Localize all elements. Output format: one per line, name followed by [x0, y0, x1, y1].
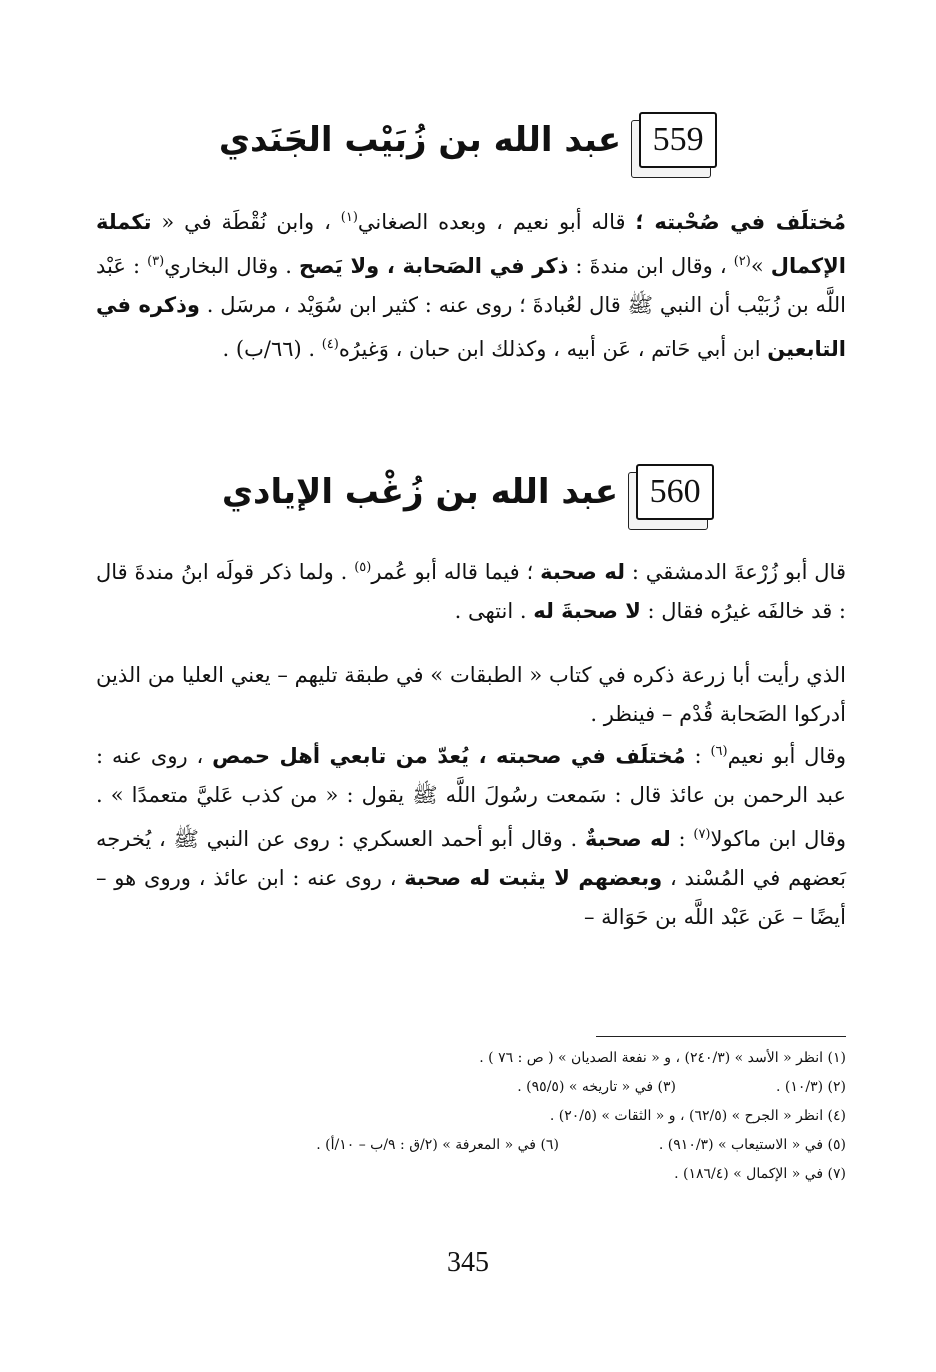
footnote-ref: (٣): [147, 254, 165, 269]
entry-paragraph: [96, 732, 846, 937]
text-run: قاله أبو نعيم ، وبعده الصغاني: [357, 210, 636, 234]
footnote-row: [96, 1160, 846, 1189]
footnote-row: [96, 1131, 846, 1160]
text-run: »: [750, 254, 771, 278]
entry-number-box: [636, 464, 714, 520]
footnote-row: [96, 1044, 846, 1073]
footnote: (١) انظر « الأسد » (٢٤٠/٣) ، و « نفعة الصديان » ( ص : ٧٦ ) .: [479, 1050, 846, 1066]
entry-paragraph: [96, 656, 846, 734]
bold-text: مُختلَف في صحبته ، يُعدّ من تابعي أهل حمص: [212, 744, 686, 768]
text-run: ، وقال ابن مندةَ :: [568, 254, 734, 278]
text-run: ؛ فيما قاله أبو عُمر: [371, 560, 541, 584]
footnotes: [96, 1044, 846, 1189]
footnote: (٧) في « الإكمال » (١٨٦/٤) .: [674, 1166, 846, 1182]
footnote: (٢) (١٠/٣) .: [775, 1079, 846, 1095]
footnote: (٤) انظر « الجرح » (٦٢/٥) ، و « الثقات » (٢٠/٥) .: [549, 1108, 846, 1124]
entry-heading-560: [0, 464, 936, 520]
bold-text: له صحبةٌ: [584, 827, 671, 851]
text-run: . وقال أبو أحمد العسكري : روى عن النبي ﷺ ، يُخرجه بَعضهم في المُسْند ،: [96, 827, 846, 890]
text-run: ابن أبي حَاتم ، عَن أبيه ، وكذلك ابن حبان ، وَغيرُه: [338, 337, 768, 361]
entry-paragraph: [96, 548, 846, 631]
page-number: 345: [447, 1247, 489, 1278]
entry-number-box: [639, 112, 717, 168]
text-run: . ولما ذكر قولَه ابنُ مندةَ قال : قد خالفَه غيرُه فقال :: [96, 560, 846, 623]
footnote-separator: [596, 1036, 846, 1037]
footnote-row: [96, 1073, 846, 1102]
bold-text: وذكره في التابعين: [96, 293, 846, 361]
footnote-ref: (١): [340, 210, 358, 225]
bold-text: مُختلَف في صُحْبته ؛: [635, 210, 846, 234]
bold-text: ذكر في الصَحابة ، ولا يَصح: [299, 254, 569, 278]
footnote: (٦) في « المعرفة » (٢/ق : ٩/ب – ١٠/أ) .: [316, 1137, 559, 1153]
entry-title: عبد الله بن زُبَيْب الجَنَدي: [218, 120, 622, 160]
text-run: :: [685, 744, 711, 768]
text-run: :: [670, 827, 694, 851]
footnote-ref: (٢): [733, 254, 751, 269]
text-run: ، روى عنه : عبد الرحمن بن عائذ قال : سَمعت رسُولَ اللَّه ﷺ يقول : « من كذب عَليَّ متعمدًا » . وقال ابن ماكولا: [96, 744, 846, 851]
text-run: ، روى عنه : ابن عائذ ، وروى هو – أيضًا – عَن عَبْد اللَّه بن حَوَالة –: [96, 866, 846, 929]
bold-text: لا صحبةَ له: [533, 599, 641, 623]
bold-text: وبعضهم لا يثبت له صحبة: [404, 866, 663, 890]
text-run: الذي رأيت أبا زرعة ذكره في كتاب « الطبقات » في طبقة تليهم – يعني العليا من الذين أدركوا الصَحابة قُدْم – فينظر .: [96, 663, 846, 726]
footnote-ref: (٦): [710, 744, 728, 759]
footnote-ref: (٧): [693, 827, 711, 842]
entry-number: 560: [636, 464, 714, 520]
entry-paragraph: [96, 198, 846, 369]
text-run: . انتهى .: [454, 599, 534, 623]
text-run: قال أبو زُرْعةَ الدمشقي :: [624, 560, 846, 584]
text-run: . (٦٦/ب) .: [222, 337, 322, 361]
text-run: . وقال البخاري: [164, 254, 300, 278]
bold-text: له صحبة: [540, 560, 625, 584]
entry-heading-559: [0, 112, 936, 168]
entry-number: 559: [639, 112, 717, 168]
text-run: : عَبْد اللَّه بن زُبَيْب أن النبي ﷺ قال لعُبادةَ ؛ روى عنه : كثير ابن سُوَيْد ، مرسَل .: [96, 254, 847, 317]
entry-title: عبد الله بن زُغْب الإيادي: [221, 472, 619, 512]
footnote: (٥) في « الاستيعاب » (٩١٠/٣) .: [658, 1137, 846, 1153]
footnote: (٣) في « تاريخه » (٩٥/٥) .: [517, 1079, 676, 1095]
text-run: وقال أبو نعيم: [727, 744, 846, 768]
footnote-ref: (٤): [321, 337, 339, 352]
footnote-ref: (٥): [354, 560, 372, 575]
footnote-row: [96, 1102, 846, 1131]
bold-text: تكملة الإكمال: [96, 210, 846, 278]
text-run: ، وابن نُقْطَة في «: [151, 210, 341, 234]
